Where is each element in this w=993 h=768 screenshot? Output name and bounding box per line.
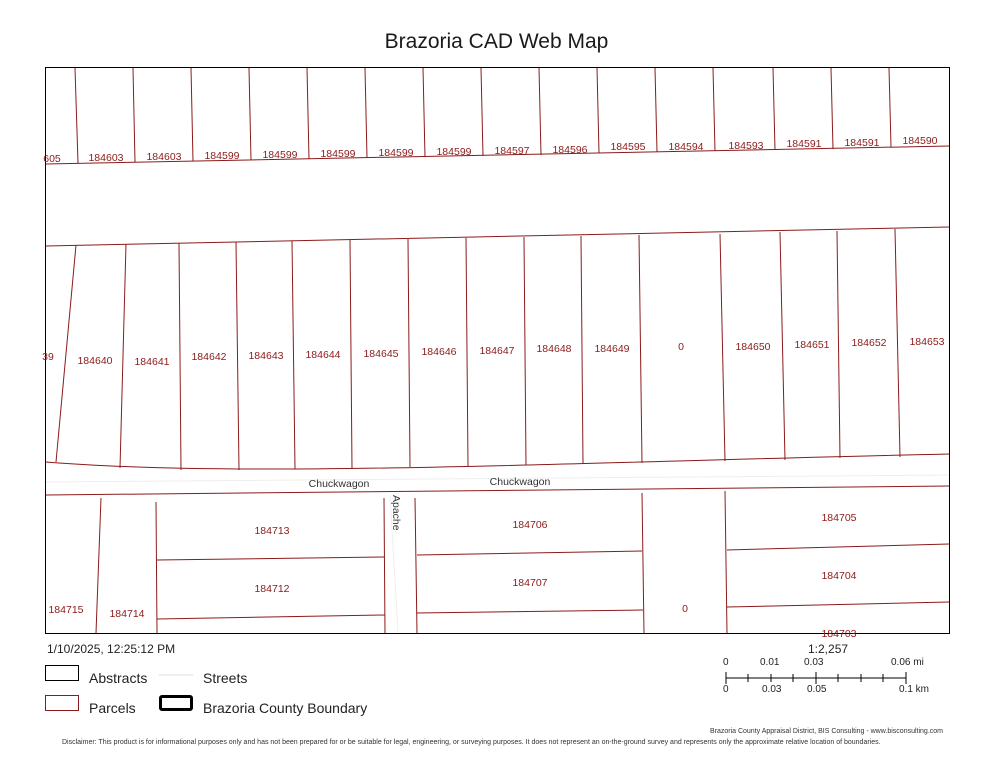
legend-parcels-label: Parcels <box>89 700 136 716</box>
parcel-label[interactable]: 184707 <box>512 577 548 589</box>
parcel-label[interactable]: 0 <box>682 603 688 615</box>
abstracts-legend-swatch <box>45 665 79 681</box>
parcel-label[interactable]: 184593 <box>728 140 764 152</box>
parcel-label[interactable]: 184704 <box>821 570 857 582</box>
parcel-label[interactable]: 184649 <box>594 343 630 355</box>
scale-km-tick: 0.03 <box>762 684 782 695</box>
parcel-label[interactable]: 184712 <box>254 583 290 595</box>
parcel-label[interactable]: 184597 <box>494 145 530 157</box>
disclaimer-text: Disclaimer: This product is for informational purposes only and has not been prepared for or be suitable for legal, engineering, or surveying purposes. It does not represent an on-the-ground survey and represents only the approximate relative location of boundaries. <box>62 739 881 746</box>
parcel-label[interactable]: 184651 <box>794 339 830 351</box>
parcels-legend-swatch <box>45 695 79 711</box>
street-label-chuckwagon: Chuckwagon <box>308 478 370 490</box>
parcel-label[interactable]: 184642 <box>191 351 227 363</box>
parcel-label[interactable]: 184603 <box>146 151 182 163</box>
parcel-label[interactable]: 184641 <box>134 356 170 368</box>
scale-km-tick: 0 <box>723 684 729 695</box>
legend-boundary-label: Brazoria County Boundary <box>203 700 368 716</box>
parcel-label[interactable]: 184595 <box>610 141 646 153</box>
parcel-label[interactable]: 184653 <box>909 336 945 348</box>
scale-km-tick: 0.1 km <box>899 684 930 695</box>
map-title: Brazoria CAD Web Map <box>384 30 609 53</box>
parcel-label[interactable]: 184594 <box>668 141 704 153</box>
county-boundary-legend-swatch <box>159 695 193 711</box>
parcel-label[interactable]: 184599 <box>262 149 298 161</box>
scale-mi-tick: 0 <box>723 657 729 668</box>
streets-legend-swatch <box>159 674 193 676</box>
parcel-label[interactable]: 184706 <box>512 519 548 531</box>
parcel-label[interactable]: 184599 <box>436 146 472 158</box>
street-label-chuckwagon: Chuckwagon <box>489 476 551 488</box>
parcel-label[interactable]: 184646 <box>421 346 457 358</box>
parcel-label[interactable]: 184599 <box>320 148 356 160</box>
parcel-label[interactable]: 184645 <box>363 348 399 360</box>
parcel-label[interactable]: 184596 <box>552 144 588 156</box>
parcel-label[interactable]: 0 <box>678 341 684 353</box>
parcel-map-canvas[interactable] <box>42 68 949 640</box>
parcel-label[interactable]: 184599 <box>378 147 414 159</box>
parcel-label[interactable]: 184591 <box>844 137 880 149</box>
parcel-label[interactable]: 184590 <box>902 135 938 147</box>
scale-mi-tick: 0.01 <box>760 657 780 668</box>
parcel-label[interactable]: 184599 <box>204 150 240 162</box>
parcel-label[interactable]: 184603 <box>88 152 124 164</box>
scale-km-tick: 0.05 <box>807 684 827 695</box>
parcel-label[interactable]: 184640 <box>77 355 113 367</box>
scale-mi-tick: 0.03 <box>804 657 824 668</box>
parcel-label[interactable]: 184703 <box>821 628 857 640</box>
parcel-label[interactable]: 184648 <box>536 343 572 355</box>
map-frame[interactable] <box>42 67 950 640</box>
parcel-label[interactable]: 184644 <box>305 349 341 361</box>
scale-mi-tick: 0.06 mi <box>891 657 924 668</box>
credit-text: Brazoria County Appraisal District, BIS Consulting - www.bisconsulting.com <box>709 728 943 735</box>
legend-abstracts-label: Abstracts <box>89 670 148 686</box>
parcel-label[interactable]: 184714 <box>109 608 145 620</box>
parcel-label[interactable]: 184715 <box>48 604 84 616</box>
parcel-label[interactable]: 184591 <box>786 138 822 150</box>
parcel-label[interactable]: 184652 <box>851 337 887 349</box>
parcel-label[interactable]: 184647 <box>479 345 515 357</box>
street-label-apache: Apache <box>390 495 402 531</box>
parcel-label[interactable]: 184705 <box>821 512 857 524</box>
parcel-label[interactable]: 605 <box>43 153 61 165</box>
parcel-label[interactable]: 184650 <box>735 341 771 353</box>
print-timestamp: 1/10/2025, 12:25:12 PM <box>47 642 176 656</box>
parcel-label[interactable]: 39 <box>42 351 54 363</box>
middle-block-north-edge <box>46 227 949 246</box>
scale-ratio: 1:2,257 <box>808 642 849 656</box>
parcel-label[interactable]: 184643 <box>248 350 284 362</box>
parcel-label[interactable]: 184713 <box>254 525 290 537</box>
legend-streets-label: Streets <box>203 670 248 686</box>
